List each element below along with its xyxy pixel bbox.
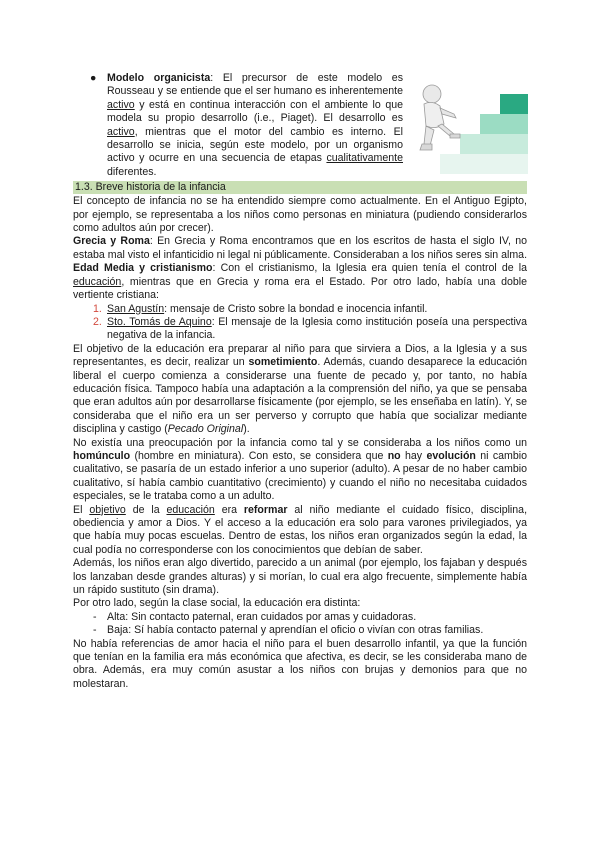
paragraph-greece-rome: Grecia y Roma: En Grecia y Roma encontramos que en los escritos de hasta el siglo IV, no estaba mal visto el infanticidio ni legal ni públicamente. Consideraban a los niños seres sin alma. — [73, 235, 528, 261]
paragraph-homunculus: No existía una preocupación por la infancia como tal y se consideraba a los niños como un homúnculo (hombre en miniatura). Con esto, se considera que no hay evolución ni cambio cualitativo, se pasaría de un estado inferior a uno superior (adulto). A pesar de no haber cambio cualitativo, sí había cambio cuantitativo (crecimiento) y cuando el niño no necesitaba cuidados especiales, se le trataba como a un adulto. — [73, 436, 527, 503]
paragraph-reform: El objetivo de la educación era reformar al niño mediante el cuidado físico, disciplina, obediencia y amor a Dios. Y el acceso a la educación era solo para varones privilegiados, ya que había muy pocas escuelas. Dentro de estas, los niños eran organizados según la edad, la cual podía no corresponderse con los conocimientos que debían de saber. — [73, 503, 528, 556]
paragraph-education-objective: El objetivo de la educación era preparar al niño para que sirviera a Dios, a la Iglesia y a sus representantes, es decir, realizar un sometimiento. Además, cuando desaparece la educación liberal el cuerpo comienza a considerarse una fuente de pecado y, por tanto, no había educación física. Tampoco había una adaptación a la comprensión del niño, ya que se pensaba que eran adultos aún por desarrollarse físicamente (por ejemplo, se les enseñaba en latín). Y, se consideraba que el niño era un ser perverso y corrupto que había que socializar mediante disciplina y castigo (Pecado Original). — [73, 342, 527, 436]
section-heading: 1.3. Breve historia de la infancia — [73, 181, 527, 194]
term-organicist: Modelo organicista — [107, 72, 211, 84]
list-item: - Alta: Sin contacto paternal, eran cuidados por amas y cuidadoras. — [93, 610, 417, 623]
paragraph-no-love: No había referencias de amor hacia el niño para el buen desarrollo infantil, ya que la función que tenían en la familia era más económica que afectiva, es decir, se les consideraba mano de obra. Además, era muy común asustar a los niños con brujas y demonios para que no molestaran. — [73, 637, 527, 690]
social-class-list — [73, 611, 527, 638]
bullet-organicist-model: ● Modelo organicista: El precursor de este modelo es Rousseau y se entiende que el ser humano es inherentemente activo y está en continua interacción con el ambiente lo que modela su propio desarrollo (i.e., Piaget). El desarrollo es activo, mientras que el motor del cambio es interno. El desarrollo se inicia, según este modelo, por un organismo activo y ocurre en una secuencia de etapas cualitativamente diferentes. — [90, 72, 403, 178]
paragraph-infancy-concept: El concepto de infancia no se ha entendido siempre como actualmente. En el Antiguo Egipto, por ejemplo, se representaba a los niños como personas en miniatura (pudiendo considerarlos como adultos aún por crecer). — [73, 195, 527, 235]
paragraph-children-fun: Además, los niños eran algo divertido, parecido a un animal (por ejemplo, los fajaban y después los lanzaban desde grandes alturas) y si morían, lo cual era algo frecuente, simplemente había un rápido sustituto (sin drama). — [73, 557, 527, 597]
christian-views-list — [73, 303, 527, 343]
list-item: 2. Sto. Tomás de Aquino: El mensaje de la Iglesia como institución poseía una perspectiva negativa de la infancia. — [93, 315, 527, 342]
paragraph-middle-ages: Edad Media y cristianismo: Con el cristianismo, la Iglesia era quien tenía el control de la educación, mientras que en Grecia y roma era el Estado. Por otro lado, había una doble vertiente cristiana: — [73, 262, 527, 302]
list-item: - Baja: Sí había contacto paternal y aprendían el oficio o vivían con otras familias. — [93, 624, 484, 637]
list-item: 1. San Agustín: mensaje de Cristo sobre la bondad e inocencia infantil. — [93, 302, 428, 315]
document-content — [73, 72, 527, 691]
paragraph-social-class: Por otro lado, según la clase social, la educación era distinta: — [73, 597, 361, 610]
bullet-dot-icon: ● — [90, 72, 97, 84]
